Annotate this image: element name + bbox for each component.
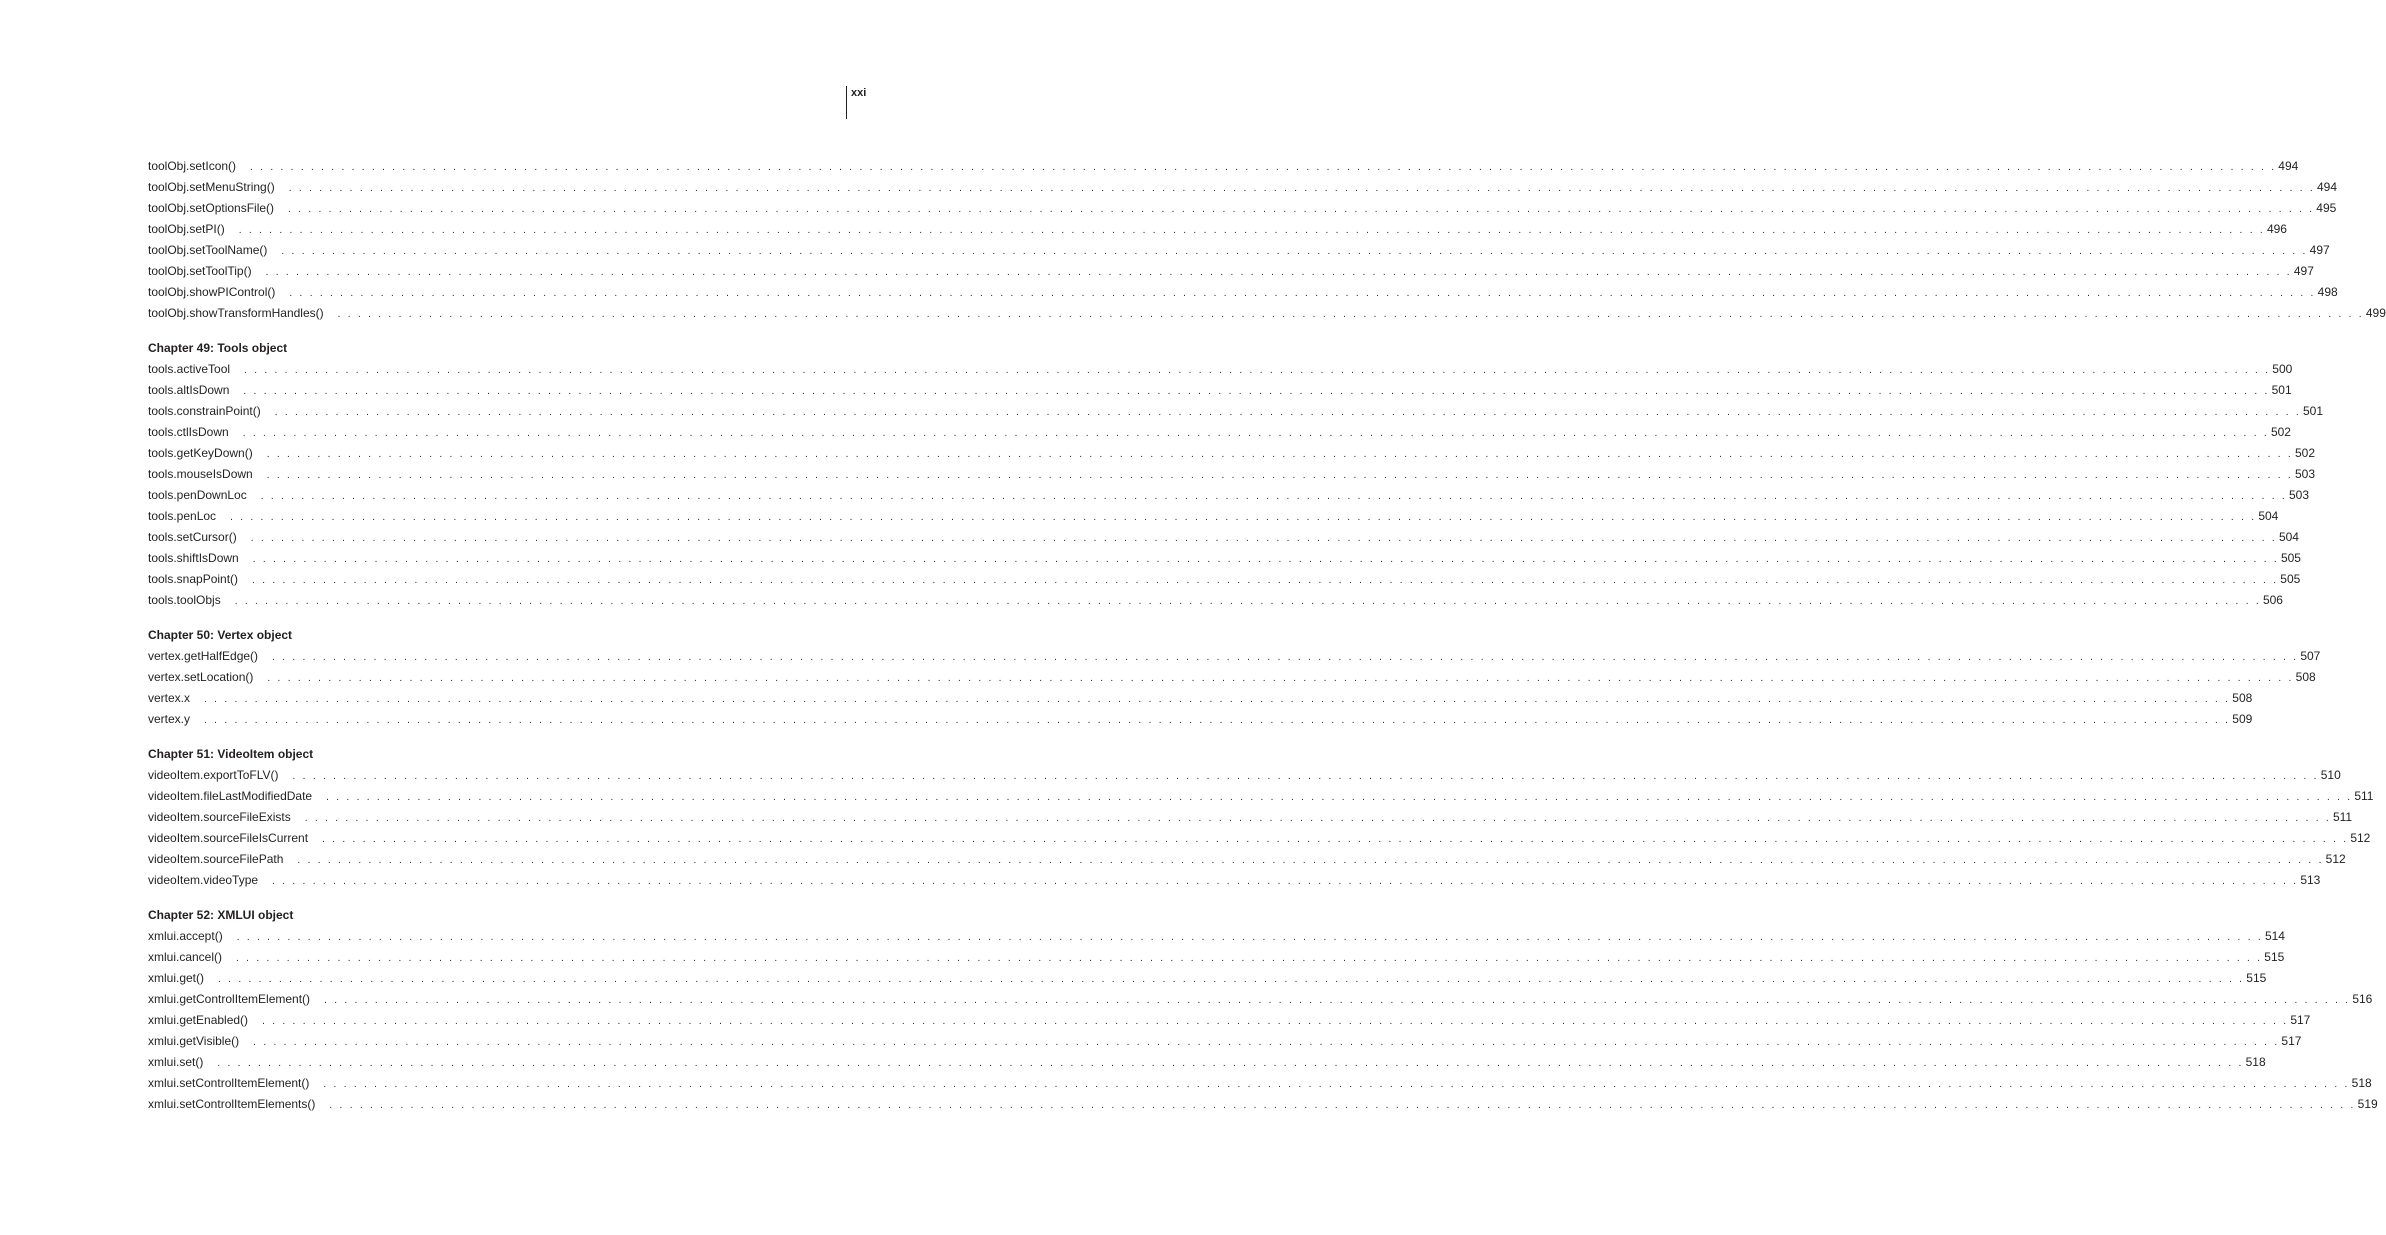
toc-entry[interactable] xyxy=(148,569,2301,590)
dot-leader: . . . . . . . . . . . . . . . . . . . . . . . . . . . . . . . . . . . . . . . . . . . . . . . . . . . . . . . . . . . . . . . . . . . . . . . . . . . . . . . . . . . . . . . . . . . . . . . . . . . . . . . . . . . . . . . . . . . . . . . . . . . . . . . . . . . . . . . . . . . . . . . . . . . . . . . . . . . . . . . . . . . . . . . . . . . . . . . . . . . . . . . . . . . . . . . . . . . . . . . . xyxy=(262,1016,2289,1027)
toc-entry-page-number: 508 xyxy=(2295,670,2316,684)
toc-section xyxy=(148,744,2374,891)
chapter-heading[interactable]: Chapter 52: XMLUI object xyxy=(148,908,294,922)
toc-entry[interactable] xyxy=(148,968,2267,989)
chapter-heading[interactable]: Chapter 49: Tools object xyxy=(148,341,288,355)
table-of-contents xyxy=(148,156,2386,1115)
toc-entry-page-number: 515 xyxy=(2246,971,2267,985)
page-number: xxi xyxy=(851,87,867,99)
toc-entry[interactable] xyxy=(148,485,2310,506)
toc-entry[interactable] xyxy=(148,870,2321,891)
toc-entry-page-number: 506 xyxy=(2262,593,2283,607)
dot-leader: . . . . . . . . . . . . . . . . . . . . . . . . . . . . . . . . . . . . . . . . . . . . . . . . . . . . . . . . . . . . . . . . . . . . . . . . . . . . . . . . . . . . . . . . . . . . . . . . . . . . . . . . . . . . . . . . . . . . . . . . . . . . . . . . . . . . . . . . . . . . . . . . . . . . . . . . . . . . . . . . . . . . . . . . . . . . . . . . . . . . . . . . . . . . . . . . . . . . . . . . xyxy=(289,288,2316,299)
dot-leader: . . . . . . . . . . . . . . . . . . . . . . . . . . . . . . . . . . . . . . . . . . . . . . . . . . . . . . . . . . . . . . . . . . . . . . . . . . . . . . . . . . . . . . . . . . . . . . . . . . . . . . . . . . . . . . . . . . . . . . . . . . . . . . . . . . . . . . . . . . . . . . . . . . . . . . . . . . . . . . . . . . . . . . . . . . . . . . . . . . . . . . . . . . . . . . . . . . . . . . . . xyxy=(253,1037,2280,1048)
toc-entry-page-number: 502 xyxy=(2294,446,2315,460)
toc-entry-page-number: 499 xyxy=(2365,306,2386,320)
toc-entry-label: videoItem.sourceFileIsCurrent xyxy=(148,831,309,845)
dot-leader: . . . . . . . . . . . . . . . . . . . . . . . . . . . . . . . . . . . . . . . . . . . . . . . . . . . . . . . . . . . . . . . . . . . . . . . . . . . . . . . . . . . . . . . . . . . . . . . . . . . . . . . . . . . . . . . . . . . . . . . . . . . . . . . . . . . . . . . . . . . . . . . . . . . . . . . . . . . . . . . . . . . . . . . . . . . . . . . . . . . . . . . . . . . . . . . . . . . . . . . . xyxy=(324,995,2351,1006)
toc-entry[interactable] xyxy=(148,527,2299,548)
toc-entry-label: toolObj.setPI() xyxy=(148,222,225,236)
toc-entry-label: tools.altIsDown xyxy=(148,383,230,397)
toc-entry-label: tools.penLoc xyxy=(148,509,217,523)
dot-leader: . . . . . . . . . . . . . . . . . . . . . . . . . . . . . . . . . . . . . . . . . . . . . . . . . . . . . . . . . . . . . . . . . . . . . . . . . . . . . . . . . . . . . . . . . . . . . . . . . . . . . . . . . . . . . . . . . . . . . . . . . . . . . . . . . . . . . . . . . . . . . . . . . . . . . . . . . . . . . . . . . . . . . . . . . . . . . . . . . . . . . . . . . . . . . . . . . . . . . . . . xyxy=(265,267,2292,278)
toc-entry-label: xmlui.get() xyxy=(148,971,205,985)
toc-entry-label: xmlui.setControlItemElements() xyxy=(148,1097,316,1111)
toc-entry-page-number: 504 xyxy=(2278,530,2299,544)
toc-entry[interactable] xyxy=(148,1094,2378,1115)
toc-entry[interactable] xyxy=(148,849,2346,870)
toc-entry[interactable] xyxy=(148,401,2323,422)
dot-leader: . . . . . . . . . . . . . . . . . . . . . . . . . . . . . . . . . . . . . . . . . . . . . . . . . . . . . . . . . . . . . . . . . . . . . . . . . . . . . . . . . . . . . . . . . . . . . . . . . . . . . . . . . . . . . . . . . . . . . . . . . . . . . . . . . . . . . . . . . . . . . . . . . . . . . . . . . . . . . . . . . . . . . . . . . . . . . . . . . . . . . . . . . . . . . . . . . . . . . . . . xyxy=(243,386,2270,397)
toc-entry-label: vertex.x xyxy=(148,691,191,705)
toc-entry-label: videoItem.sourceFilePath xyxy=(148,852,284,866)
toc-entry[interactable] xyxy=(148,303,2386,324)
toc-entry-label: tools.setCursor() xyxy=(148,530,237,544)
toc-entry[interactable] xyxy=(148,219,2287,240)
toc-entry-page-number: 501 xyxy=(2271,383,2292,397)
toc-entry[interactable] xyxy=(148,709,2253,730)
dot-leader: . . . . . . . . . . . . . . . . . . . . . . . . . . . . . . . . . . . . . . . . . . . . . . . . . . . . . . . . . . . . . . . . . . . . . . . . . . . . . . . . . . . . . . . . . . . . . . . . . . . . . . . . . . . . . . . . . . . . . . . . . . . . . . . . . . . . . . . . . . . . . . . . . . . . . . . . . . . . . . . . . . . . . . . . . . . . . . . . . . . . . . . . . . . . . . . . . . . . . . . . xyxy=(250,533,2277,544)
toc-entry-label: toolObj.setIcon() xyxy=(148,159,237,173)
toc-entry-label: toolObj.showPIControl() xyxy=(148,285,276,299)
toc-entry-page-number: 505 xyxy=(2280,551,2301,565)
dot-leader: . . . . . . . . . . . . . . . . . . . . . . . . . . . . . . . . . . . . . . . . . . . . . . . . . . . . . . . . . . . . . . . . . . . . . . . . . . . . . . . . . . . . . . . . . . . . . . . . . . . . . . . . . . . . . . . . . . . . . . . . . . . . . . . . . . . . . . . . . . . . . . . . . . . . . . . . . . . . . . . . . . . . . . . . . . . . . . . . . . . . . . . . . . . . . . . . . . . . . . . . xyxy=(204,715,2231,726)
dot-leader: . . . . . . . . . . . . . . . . . . . . . . . . . . . . . . . . . . . . . . . . . . . . . . . . . . . . . . . . . . . . . . . . . . . . . . . . . . . . . . . . . . . . . . . . . . . . . . . . . . . . . . . . . . . . . . . . . . . . . . . . . . . . . . . . . . . . . . . . . . . . . . . . . . . . . . . . . . . . . . . . . . . . . . . . . . . . . . . . . . . . . . . . . . . . . . . . . . . . . . . . xyxy=(323,1079,2350,1090)
toc-entry-page-number: 494 xyxy=(2316,180,2338,194)
toc-entry-page-number: 512 xyxy=(2325,852,2346,866)
toc-entry[interactable] xyxy=(148,667,2316,688)
toc-entry-page-number: 507 xyxy=(2300,649,2321,663)
dot-leader: . . . . . . . . . . . . . . . . . . . . . . . . . . . . . . . . . . . . . . . . . . . . . . . . . . . . . . . . . . . . . . . . . . . . . . . . . . . . . . . . . . . . . . . . . . . . . . . . . . . . . . . . . . . . . . . . . . . . . . . . . . . . . . . . . . . . . . . . . . . . . . . . . . . . . . . . . . . . . . . . . . . . . . . . . . . . . . . . . . . . . . . . . . . . . . . . . . . . . . . . xyxy=(274,407,2301,418)
toc-entry-page-number: 517 xyxy=(2281,1034,2302,1048)
dot-leader: . . . . . . . . . . . . . . . . . . . . . . . . . . . . . . . . . . . . . . . . . . . . . . . . . . . . . . . . . . . . . . . . . . . . . . . . . . . . . . . . . . . . . . . . . . . . . . . . . . . . . . . . . . . . . . . . . . . . . . . . . . . . . . . . . . . . . . . . . . . . . . . . . . . . . . . . . . . . . . . . . . . . . . . . . . . . . . . . . . . . . . . . . . . . . . . . . . . . . . . . xyxy=(288,204,2315,215)
dot-leader: . . . . . . . . . . . . . . . . . . . . . . . . . . . . . . . . . . . . . . . . . . . . . . . . . . . . . . . . . . . . . . . . . . . . . . . . . . . . . . . . . . . . . . . . . . . . . . . . . . . . . . . . . . . . . . . . . . . . . . . . . . . . . . . . . . . . . . . . . . . . . . . . . . . . . . . . . . . . . . . . . . . . . . . . . . . . . . . . . . . . . . . . . . . . . . . . . . . . . . . . xyxy=(204,694,2231,705)
toc-entry-page-number: 498 xyxy=(2317,285,2338,299)
toc-entry[interactable] xyxy=(148,926,2285,947)
toc-entry[interactable] xyxy=(148,506,2279,527)
dot-leader: . . . . . . . . . . . . . . . . . . . . . . . . . . . . . . . . . . . . . . . . . . . . . . . . . . . . . . . . . . . . . . . . . . . . . . . . . . . . . . . . . . . . . . . . . . . . . . . . . . . . . . . . . . . . . . . . . . . . . . . . . . . . . . . . . . . . . . . . . . . . . . . . . . . . . . . . . . . . . . . . . . . . . . . . . . . . . . . . . . . . . . . . . . . . . . . . . . . . . . . . xyxy=(266,449,2293,460)
toc-entry-label: tools.activeTool xyxy=(148,362,231,376)
dot-leader: . . . . . . . . . . . . . . . . . . . . . . . . . . . . . . . . . . . . . . . . . . . . . . . . . . . . . . . . . . . . . . . . . . . . . . . . . . . . . . . . . . . . . . . . . . . . . . . . . . . . . . . . . . . . . . . . . . . . . . . . . . . . . . . . . . . . . . . . . . . . . . . . . . . . . . . . . . . . . . . . . . . . . . . . . . . . . . . . . . . . . . . . . . . . . . . . . . . . . . . . xyxy=(267,673,2294,684)
toc-entry[interactable] xyxy=(148,1010,2311,1031)
toc-entry-page-number: 502 xyxy=(2270,425,2291,439)
toc-entry-label: toolObj.showTransformHandles() xyxy=(148,306,324,320)
toc-entry[interactable] xyxy=(148,464,2315,485)
toc-entry-page-number: 510 xyxy=(2320,768,2341,782)
dot-leader: . . . . . . . . . . . . . . . . . . . . . . . . . . . . . . . . . . . . . . . . . . . . . . . . . . . . . . . . . . . . . . . . . . . . . . . . . . . . . . . . . . . . . . . . . . . . . . . . . . . . . . . . . . . . . . . . . . . . . . . . . . . . . . . . . . . . . . . . . . . . . . . . . . . . . . . . . . . . . . . . . . . . . . . . . . . . . . . . . . . . . . . . . . . . . . . . . . . . . . . . xyxy=(297,855,2324,866)
dot-leader: . . . . . . . . . . . . . . . . . . . . . . . . . . . . . . . . . . . . . . . . . . . . . . . . . . . . . . . . . . . . . . . . . . . . . . . . . . . . . . . . . . . . . . . . . . . . . . . . . . . . . . . . . . . . . . . . . . . . . . . . . . . . . . . . . . . . . . . . . . . . . . . . . . . . . . . . . . . . . . . . . . . . . . . . . . . . . . . . . . . . . . . . . . . . . . . . . . . . . . . . xyxy=(281,246,2308,257)
toc-entry-label: tools.ctlIsDown xyxy=(148,425,229,439)
dot-leader: . . . . . . . . . . . . . . . . . . . . . . . . . . . . . . . . . . . . . . . . . . . . . . . . . . . . . . . . . . . . . . . . . . . . . . . . . . . . . . . . . . . . . . . . . . . . . . . . . . . . . . . . . . . . . . . . . . . . . . . . . . . . . . . . . . . . . . . . . . . . . . . . . . . . . . . . . . . . . . . . . . . . . . . . . . . . . . . . . . . . . . . . . . . . . . . . . . . . . . . . xyxy=(288,183,2315,194)
toc-entry[interactable] xyxy=(148,1031,2302,1052)
dot-leader: . . . . . . . . . . . . . . . . . . . . . . . . . . . . . . . . . . . . . . . . . . . . . . . . . . . . . . . . . . . . . . . . . . . . . . . . . . . . . . . . . . . . . . . . . . . . . . . . . . . . . . . . . . . . . . . . . . . . . . . . . . . . . . . . . . . . . . . . . . . . . . . . . . . . . . . . . . . . . . . . . . . . . . . . . . . . . . . . . . . . . . . . . . . . . . . . . . . . . . . . xyxy=(242,428,2269,439)
chapter-heading[interactable]: Chapter 50: Vertex object xyxy=(148,628,293,642)
toc-entry-page-number: 500 xyxy=(2272,362,2293,376)
toc-section xyxy=(148,905,2378,1115)
toc-entry-page-number: 497 xyxy=(2293,264,2314,278)
dot-leader: . . . . . . . . . . . . . . . . . . . . . . . . . . . . . . . . . . . . . . . . . . . . . . . . . . . . . . . . . . . . . . . . . . . . . . . . . . . . . . . . . . . . . . . . . . . . . . . . . . . . . . . . . . . . . . . . . . . . . . . . . . . . . . . . . . . . . . . . . . . . . . . . . . . . . . . . . . . . . . . . . . . . . . . . . . . . . . . . . . . . . . . . . . . . . . . . . . . . . . . . xyxy=(326,792,2353,803)
header-rule xyxy=(846,86,847,119)
toc-entry-label: xmlui.set() xyxy=(148,1055,204,1069)
toc-entry-page-number: 515 xyxy=(2264,950,2285,964)
dot-leader: . . . . . . . . . . . . . . . . . . . . . . . . . . . . . . . . . . . . . . . . . . . . . . . . . . . . . . . . . . . . . . . . . . . . . . . . . . . . . . . . . . . . . . . . . . . . . . . . . . . . . . . . . . . . . . . . . . . . . . . . . . . . . . . . . . . . . . . . . . . . . . . . . . . . . . . . . . . . . . . . . . . . . . . . . . . . . . . . . . . . . . . . . . . . . . . . . . . . . . . . xyxy=(236,953,2263,964)
toc-entry[interactable] xyxy=(148,177,2338,198)
toc-entry[interactable] xyxy=(148,590,2283,611)
dot-leader: . . . . . . . . . . . . . . . . . . . . . . . . . . . . . . . . . . . . . . . . . . . . . . . . . . . . . . . . . . . . . . . . . . . . . . . . . . . . . . . . . . . . . . . . . . . . . . . . . . . . . . . . . . . . . . . . . . . . . . . . . . . . . . . . . . . . . . . . . . . . . . . . . . . . . . . . . . . . . . . . . . . . . . . . . . . . . . . . . . . . . . . . . . . . . . . . . . . . . . . . xyxy=(272,652,2299,663)
toc-entry-label: tools.mouseIsDown xyxy=(148,467,253,481)
toc-entry-label: tools.shiftIsDown xyxy=(148,551,239,565)
toc-entry-label: xmlui.getEnabled() xyxy=(148,1013,249,1027)
toc-entry-label: videoItem.exportToFLV() xyxy=(148,768,279,782)
toc-entry[interactable] xyxy=(148,1052,2266,1073)
toc-entry-page-number: 497 xyxy=(2309,243,2330,257)
dot-leader: . . . . . . . . . . . . . . . . . . . . . . . . . . . . . . . . . . . . . . . . . . . . . . . . . . . . . . . . . . . . . . . . . . . . . . . . . . . . . . . . . . . . . . . . . . . . . . . . . . . . . . . . . . . . . . . . . . . . . . . . . . . . . . . . . . . . . . . . . . . . . . . . . . . . . . . . . . . . . . . . . . . . . . . . . . . . . . . . . . . . . . . . . . . . . . . . . . . . . . . . xyxy=(230,512,2257,523)
toc-entry[interactable] xyxy=(148,947,2285,968)
toc-entry-label: xmlui.getControlItemElement() xyxy=(148,992,311,1006)
dot-leader: . . . . . . . . . . . . . . . . . . . . . . . . . . . . . . . . . . . . . . . . . . . . . . . . . . . . . . . . . . . . . . . . . . . . . . . . . . . . . . . . . . . . . . . . . . . . . . . . . . . . . . . . . . . . . . . . . . . . . . . . . . . . . . . . . . . . . . . . . . . . . . . . . . . . . . . . . . . . . . . . . . . . . . . . . . . . . . . . . . . . . . . . . . . . . . . . . . . . . . . . xyxy=(217,1058,2244,1069)
dot-leader: . . . . . . . . . . . . . . . . . . . . . . . . . . . . . . . . . . . . . . . . . . . . . . . . . . . . . . . . . . . . . . . . . . . . . . . . . . . . . . . . . . . . . . . . . . . . . . . . . . . . . . . . . . . . . . . . . . . . . . . . . . . . . . . . . . . . . . . . . . . . . . . . . . . . . . . . . . . . . . . . . . . . . . . . . . . . . . . . . . . . . . . . . . . . . . . . . . . . . . . . xyxy=(260,491,2287,502)
toc-entry[interactable] xyxy=(148,765,2341,786)
dot-leader: . . . . . . . . . . . . . . . . . . . . . . . . . . . . . . . . . . . . . . . . . . . . . . . . . . . . . . . . . . . . . . . . . . . . . . . . . . . . . . . . . . . . . . . . . . . . . . . . . . . . . . . . . . . . . . . . . . . . . . . . . . . . . . . . . . . . . . . . . . . . . . . . . . . . . . . . . . . . . . . . . . . . . . . . . . . . . . . . . . . . . . . . . . . . . . . . . . . . . . . . xyxy=(322,834,2349,845)
toc-entry-page-number: 501 xyxy=(2302,404,2323,418)
dot-leader: . . . . . . . . . . . . . . . . . . . . . . . . . . . . . . . . . . . . . . . . . . . . . . . . . . . . . . . . . . . . . . . . . . . . . . . . . . . . . . . . . . . . . . . . . . . . . . . . . . . . . . . . . . . . . . . . . . . . . . . . . . . . . . . . . . . . . . . . . . . . . . . . . . . . . . . . . . . . . . . . . . . . . . . . . . . . . . . . . . . . . . . . . . . . . . . . . . . . . . . . xyxy=(266,470,2293,481)
toc-entry[interactable] xyxy=(148,240,2330,261)
chapter-heading[interactable]: Chapter 51: VideoItem object xyxy=(148,747,314,761)
toc-entry-page-number: 519 xyxy=(2357,1097,2378,1111)
dot-leader: . . . . . . . . . . . . . . . . . . . . . . . . . . . . . . . . . . . . . . . . . . . . . . . . . . . . . . . . . . . . . . . . . . . . . . . . . . . . . . . . . . . . . . . . . . . . . . . . . . . . . . . . . . . . . . . . . . . . . . . . . . . . . . . . . . . . . . . . . . . . . . . . . . . . . . . . . . . . . . . . . . . . . . . . . . . . . . . . . . . . . . . . . . . . . . . . . . . . . . . . xyxy=(272,876,2299,887)
dot-leader: . . . . . . . . . . . . . . . . . . . . . . . . . . . . . . . . . . . . . . . . . . . . . . . . . . . . . . . . . . . . . . . . . . . . . . . . . . . . . . . . . . . . . . . . . . . . . . . . . . . . . . . . . . . . . . . . . . . . . . . . . . . . . . . . . . . . . . . . . . . . . . . . . . . . . . . . . . . . . . . . . . . . . . . . . . . . . . . . . . . . . . . . . . . . . . . . . . . . . . . . xyxy=(329,1100,2356,1111)
toc-entry[interactable] xyxy=(148,828,2371,849)
toc-entry-page-number: 518 xyxy=(2245,1055,2266,1069)
toc-entry[interactable] xyxy=(148,156,2299,177)
toc-entry-label: toolObj.setMenuString() xyxy=(148,180,275,194)
dot-leader: . . . . . . . . . . . . . . . . . . . . . . . . . . . . . . . . . . . . . . . . . . . . . . . . . . . . . . . . . . . . . . . . . . . . . . . . . . . . . . . . . . . . . . . . . . . . . . . . . . . . . . . . . . . . . . . . . . . . . . . . . . . . . . . . . . . . . . . . . . . . . . . . . . . . . . . . . . . . . . . . . . . . . . . . . . . . . . . . . . . . . . . . . . . . . . . . . . . . . . . . xyxy=(304,813,2331,824)
toc-entry-page-number: 509 xyxy=(2232,712,2253,726)
toc-entry-page-number: 511 xyxy=(2354,789,2374,803)
toc-entry-label: toolObj.setToolTip() xyxy=(148,264,252,278)
toc-entry[interactable] xyxy=(148,359,2293,380)
toc-entry-label: tools.constrainPoint() xyxy=(148,404,261,418)
toc-entry[interactable] xyxy=(148,786,2374,807)
toc-entry-page-number: 512 xyxy=(2350,831,2371,845)
toc-section xyxy=(148,156,2386,324)
toc-entry[interactable] xyxy=(148,198,2337,219)
toc-entry-page-number: 518 xyxy=(2351,1076,2372,1090)
toc-entry-page-number: 495 xyxy=(2316,201,2337,215)
toc-entry-label: tools.penDownLoc xyxy=(148,488,247,502)
dot-leader: . . . . . . . . . . . . . . . . . . . . . . . . . . . . . . . . . . . . . . . . . . . . . . . . . . . . . . . . . . . . . . . . . . . . . . . . . . . . . . . . . . . . . . . . . . . . . . . . . . . . . . . . . . . . . . . . . . . . . . . . . . . . . . . . . . . . . . . . . . . . . . . . . . . . . . . . . . . . . . . . . . . . . . . . . . . . . . . . . . . . . . . . . . . . . . . . . . . . . . . . xyxy=(218,974,2245,985)
dot-leader: . . . . . . . . . . . . . . . . . . . . . . . . . . . . . . . . . . . . . . . . . . . . . . . . . . . . . . . . . . . . . . . . . . . . . . . . . . . . . . . . . . . . . . . . . . . . . . . . . . . . . . . . . . . . . . . . . . . . . . . . . . . . . . . . . . . . . . . . . . . . . . . . . . . . . . . . . . . . . . . . . . . . . . . . . . . . . . . . . . . . . . . . . . . . . . . . . . . . . . . . xyxy=(337,309,2364,320)
toc-entry[interactable] xyxy=(148,422,2291,443)
toc-entry-page-number: 494 xyxy=(2278,159,2299,173)
toc-section xyxy=(148,625,2321,730)
toc-entry[interactable] xyxy=(148,443,2315,464)
toc-entry[interactable] xyxy=(148,548,2301,569)
dot-leader: . . . . . . . . . . . . . . . . . . . . . . . . . . . . . . . . . . . . . . . . . . . . . . . . . . . . . . . . . . . . . . . . . . . . . . . . . . . . . . . . . . . . . . . . . . . . . . . . . . . . . . . . . . . . . . . . . . . . . . . . . . . . . . . . . . . . . . . . . . . . . . . . . . . . . . . . . . . . . . . . . . . . . . . . . . . . . . . . . . . . . . . . . . . . . . . . . . . . . . . . xyxy=(244,365,2271,376)
toc-entry-label: vertex.y xyxy=(148,712,191,726)
dot-leader: . . . . . . . . . . . . . . . . . . . . . . . . . . . . . . . . . . . . . . . . . . . . . . . . . . . . . . . . . . . . . . . . . . . . . . . . . . . . . . . . . . . . . . . . . . . . . . . . . . . . . . . . . . . . . . . . . . . . . . . . . . . . . . . . . . . . . . . . . . . . . . . . . . . . . . . . . . . . . . . . . . . . . . . . . . . . . . . . . . . . . . . . . . . . . . . . . . . . . . . . xyxy=(236,932,2263,943)
toc-entry-page-number: 504 xyxy=(2258,509,2279,523)
toc-entry-label: toolObj.setToolName() xyxy=(148,243,268,257)
toc-entry-page-number: 514 xyxy=(2264,929,2285,943)
toc-entry-label: videoItem.fileLastModifiedDate xyxy=(148,789,313,803)
toc-entry-label: xmlui.cancel() xyxy=(148,950,223,964)
toc-entry-label: videoItem.sourceFileExists xyxy=(148,810,291,824)
toc-entry-label: xmlui.getVisible() xyxy=(148,1034,240,1048)
toc-entry[interactable] xyxy=(148,282,2338,303)
toc-section xyxy=(148,338,2323,611)
toc-entry-label: videoItem.videoType xyxy=(148,873,259,887)
toc-entry-label: vertex.getHalfEdge() xyxy=(148,649,259,663)
toc-entry-page-number: 505 xyxy=(2280,572,2301,586)
toc-entry-page-number: 513 xyxy=(2300,873,2321,887)
dot-leader: . . . . . . . . . . . . . . . . . . . . . . . . . . . . . . . . . . . . . . . . . . . . . . . . . . . . . . . . . . . . . . . . . . . . . . . . . . . . . . . . . . . . . . . . . . . . . . . . . . . . . . . . . . . . . . . . . . . . . . . . . . . . . . . . . . . . . . . . . . . . . . . . . . . . . . . . . . . . . . . . . . . . . . . . . . . . . . . . . . . . . . . . . . . . . . . . . . . . . . . . xyxy=(292,771,2319,782)
toc-entry[interactable] xyxy=(148,380,2292,401)
toc-entry[interactable] xyxy=(148,807,2353,828)
toc-entry-page-number: 508 xyxy=(2232,691,2253,705)
toc-entry-page-number: 496 xyxy=(2266,222,2287,236)
dot-leader: . . . . . . . . . . . . . . . . . . . . . . . . . . . . . . . . . . . . . . . . . . . . . . . . . . . . . . . . . . . . . . . . . . . . . . . . . . . . . . . . . . . . . . . . . . . . . . . . . . . . . . . . . . . . . . . . . . . . . . . . . . . . . . . . . . . . . . . . . . . . . . . . . . . . . . . . . . . . . . . . . . . . . . . . . . . . . . . . . . . . . . . . . . . . . . . . . . . . . . . . xyxy=(238,225,2265,236)
toc-entry-page-number: 516 xyxy=(2352,992,2373,1006)
toc-entry-page-number: 503 xyxy=(2294,467,2315,481)
toc-entry-label: toolObj.setOptionsFile() xyxy=(148,201,275,215)
toc-entry[interactable] xyxy=(148,1073,2372,1094)
toc-entry-label: tools.snapPoint() xyxy=(148,572,239,586)
toc-entry[interactable] xyxy=(148,646,2321,667)
toc-entry[interactable] xyxy=(148,688,2253,709)
toc-entry-label: tools.toolObjs xyxy=(148,593,221,607)
toc-entry-label: tools.getKeyDown() xyxy=(148,446,253,460)
toc-entry[interactable] xyxy=(148,261,2314,282)
dot-leader: . . . . . . . . . . . . . . . . . . . . . . . . . . . . . . . . . . . . . . . . . . . . . . . . . . . . . . . . . . . . . . . . . . . . . . . . . . . . . . . . . . . . . . . . . . . . . . . . . . . . . . . . . . . . . . . . . . . . . . . . . . . . . . . . . . . . . . . . . . . . . . . . . . . . . . . . . . . . . . . . . . . . . . . . . . . . . . . . . . . . . . . . . . . . . . . . . . . . . . . . xyxy=(252,575,2279,586)
dot-leader: . . . . . . . . . . . . . . . . . . . . . . . . . . . . . . . . . . . . . . . . . . . . . . . . . . . . . . . . . . . . . . . . . . . . . . . . . . . . . . . . . . . . . . . . . . . . . . . . . . . . . . . . . . . . . . . . . . . . . . . . . . . . . . . . . . . . . . . . . . . . . . . . . . . . . . . . . . . . . . . . . . . . . . . . . . . . . . . . . . . . . . . . . . . . . . . . . . . . . . . . xyxy=(250,162,2277,173)
toc-entry-label: xmlui.setControlItemElement() xyxy=(148,1076,310,1090)
toc-entry-label: xmlui.accept() xyxy=(148,929,223,943)
dot-leader: . . . . . . . . . . . . . . . . . . . . . . . . . . . . . . . . . . . . . . . . . . . . . . . . . . . . . . . . . . . . . . . . . . . . . . . . . . . . . . . . . . . . . . . . . . . . . . . . . . . . . . . . . . . . . . . . . . . . . . . . . . . . . . . . . . . . . . . . . . . . . . . . . . . . . . . . . . . . . . . . . . . . . . . . . . . . . . . . . . . . . . . . . . . . . . . . . . . . . . . . xyxy=(234,596,2261,607)
toc-entry-page-number: 511 xyxy=(2332,810,2353,824)
toc-entry-page-number: 517 xyxy=(2290,1013,2311,1027)
toc-entry-page-number: 503 xyxy=(2288,488,2310,502)
toc-entry[interactable] xyxy=(148,989,2373,1010)
dot-leader: . . . . . . . . . . . . . . . . . . . . . . . . . . . . . . . . . . . . . . . . . . . . . . . . . . . . . . . . . . . . . . . . . . . . . . . . . . . . . . . . . . . . . . . . . . . . . . . . . . . . . . . . . . . . . . . . . . . . . . . . . . . . . . . . . . . . . . . . . . . . . . . . . . . . . . . . . . . . . . . . . . . . . . . . . . . . . . . . . . . . . . . . . . . . . . . . . . . . . . . . xyxy=(252,554,2279,565)
toc-entry-label: vertex.setLocation() xyxy=(148,670,254,684)
